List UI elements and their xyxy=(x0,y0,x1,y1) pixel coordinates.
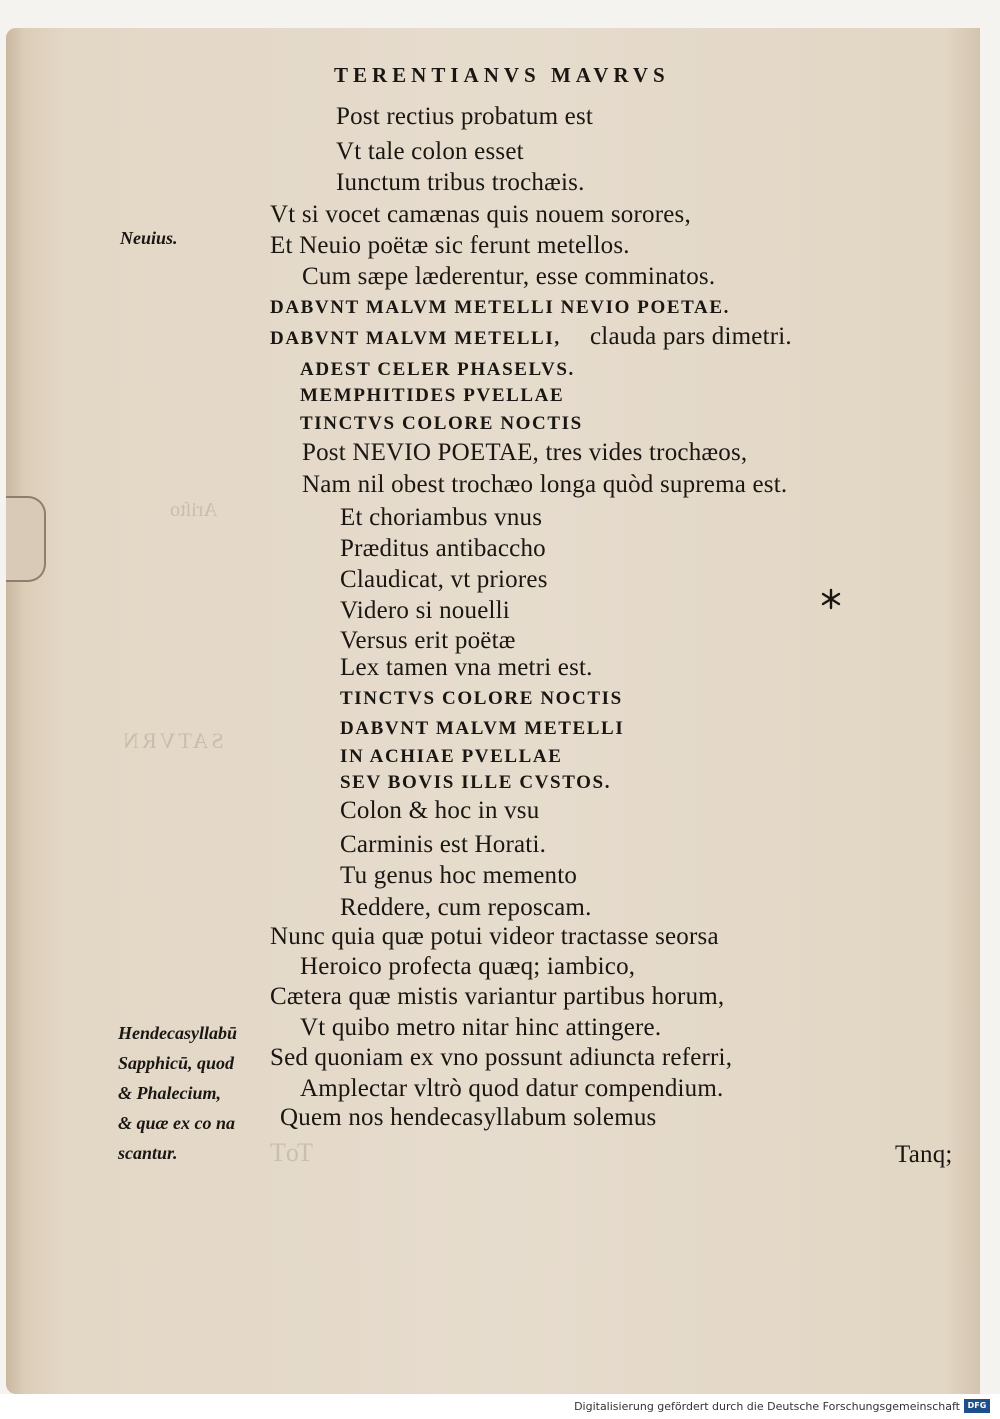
verse-line: Tu genus hoc memento xyxy=(340,862,578,889)
verse-line-capitals: ADEST CELER PHASELVS. xyxy=(300,359,575,380)
verse-line: Reddere, cum reposcam. xyxy=(340,894,592,921)
verse-line: Colon & hoc in vsu xyxy=(340,797,540,824)
verse-line: Et choriambus vnus xyxy=(340,504,543,531)
verse-line: Amplectar vltrò quod datur compendium. xyxy=(300,1075,724,1102)
page-tab-marker xyxy=(6,496,46,582)
margin-note: & Phalecium, xyxy=(118,1083,221,1103)
verse-line-capitals: MEMPHITIDES PVELLAE xyxy=(300,385,565,406)
verse-line: clauda pars dimetri. xyxy=(590,323,792,350)
verse-line: Claudicat, vt priores xyxy=(340,566,548,593)
verse-line: Sed quoniam ex vno possunt adiuncta referri, xyxy=(270,1044,733,1071)
footer-credit-text: Digitalisierung gefördert durch die Deutsche Forschungsgemeinschaft xyxy=(574,1400,960,1413)
verse-line: Vt tale colon esset xyxy=(336,138,524,165)
digitization-footer xyxy=(0,1394,1000,1419)
show-through-artifact: SATVRN xyxy=(120,728,224,753)
verse-line: Versus erit poëtæ xyxy=(340,627,516,654)
verse-line-capitals: TINCTVS COLORE NOCTIS xyxy=(300,413,583,434)
verse-line: Vt si vocet camænas quis nouem sorores, xyxy=(270,201,691,228)
margin-note: Sapphicū, quod xyxy=(118,1053,235,1073)
ink-asterisk-mark xyxy=(820,588,842,610)
dfg-logo: DFG xyxy=(964,1399,990,1413)
verse-line: Post rectius probatum est xyxy=(336,103,594,130)
show-through-artifact: ToT xyxy=(270,1138,313,1167)
verse-line-capitals: IN ACHIAE PVELLAE xyxy=(340,746,563,767)
margin-note: Neuius. xyxy=(120,228,178,248)
verse-line-capitals: DABVNT MALVM METELLI, xyxy=(270,328,561,349)
verse-line: Carminis est Horati. xyxy=(340,831,547,858)
verse-line-capitals: DABVNT MALVM METELLI NEVIO POETAE. xyxy=(270,297,730,318)
margin-note: Hendecasyllabū xyxy=(118,1023,237,1043)
verse-line: Iunctum tribus trochæis. xyxy=(336,169,585,196)
catchword: Tanq; xyxy=(895,1141,953,1168)
verse-line: Præditus antibaccho xyxy=(340,535,546,562)
margin-note: scantur. xyxy=(118,1143,178,1163)
verse-line: Heroico profecta quæq; iambico, xyxy=(300,953,636,980)
verse-line: Cætera quæ mistis variantur partibus horum, xyxy=(270,983,725,1010)
margin-note: & quæ ex co na xyxy=(118,1113,235,1133)
verse-line: Cum sæpe læderentur, esse comminatos. xyxy=(302,263,716,290)
verse-line: Vt quibo metro nitar hinc attingere. xyxy=(300,1014,662,1041)
show-through-artifact: Ariſto xyxy=(170,499,218,521)
verse-line: Quem nos hendecasyllabum solemus xyxy=(280,1104,657,1131)
verse-line: Lex tamen vna metri est. xyxy=(340,654,593,681)
verse-line: Nam nil obest trochæo longa quòd suprema est. xyxy=(302,471,788,498)
running-header: TERENTIANVS MAVRVS xyxy=(334,63,670,87)
verse-line-capitals: DABVNT MALVM METELLI xyxy=(340,718,625,739)
verse-line-capitals: SEV BOVIS ILLE CVSTOS. xyxy=(340,772,612,793)
verse-line-capitals: TINCTVS COLORE NOCTIS xyxy=(340,688,623,709)
verse-line: Post NEVIO POETAE, tres vides trochæos, xyxy=(302,439,748,466)
verse-line: Et Neuio poëtæ sic ferunt metellos. xyxy=(270,232,630,259)
verse-line: Nunc quia quæ potui videor tractasse seorsa xyxy=(270,923,719,950)
verse-line: Videro si nouelli xyxy=(340,597,510,624)
